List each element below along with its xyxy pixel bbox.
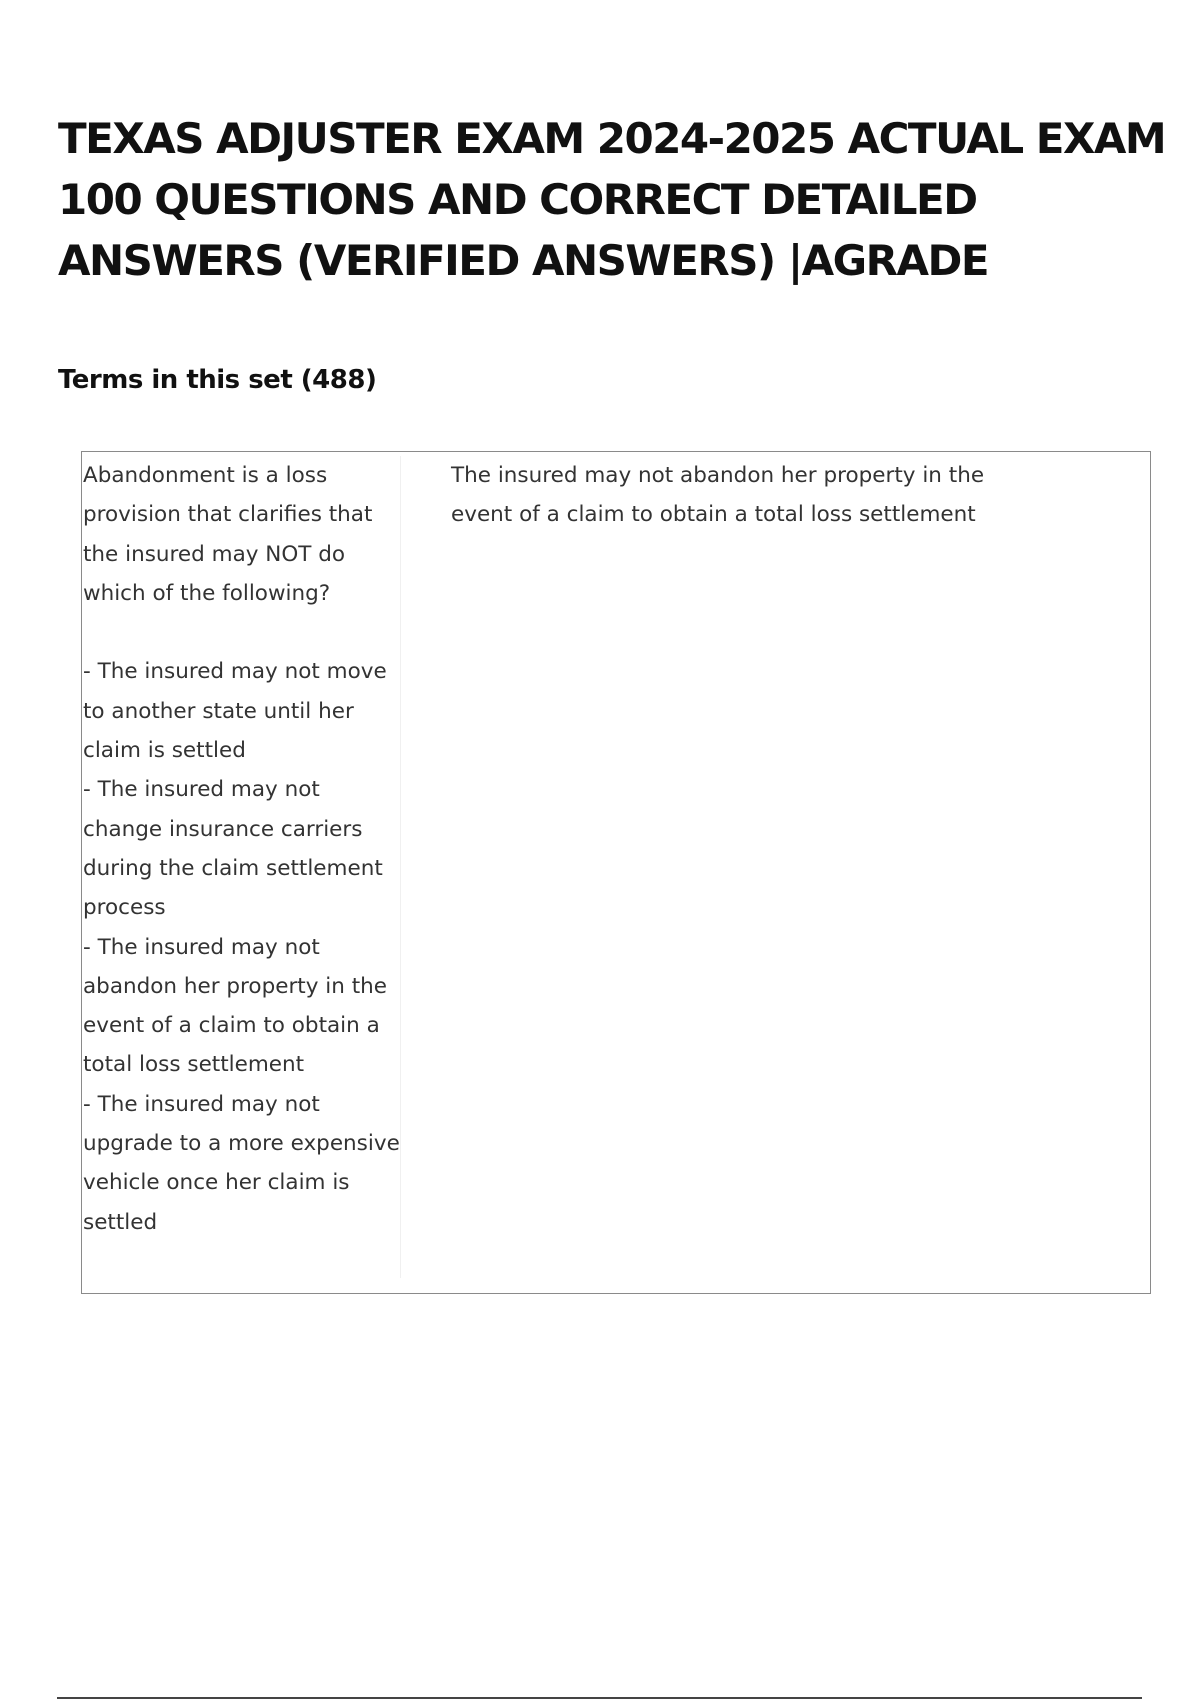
flashcard — [81, 451, 1151, 1294]
terms-count-heading: Terms in this set (488) — [58, 365, 377, 395]
footer-divider — [57, 1697, 1142, 1699]
card-definition: The insured may not abandon her property in the event of a claim to obtain a total loss settlement — [451, 463, 985, 528]
card-term: Abandonment is a loss provision that clarifies that the insured may NOT do which of the following? - The insured may not move to another state until her claim is settled - The insured may not change insurance carriers during the claim settlement process - The insured may not abandon her property in the event of a claim to obtain a total loss settlement - The insured may not upgrade to a more expensive vehicle once her claim is settled — [83, 456, 401, 1278]
document-title: TEXAS ADJUSTER EXAM 2024-2025 ACTUAL EXAM 100 QUESTIONS AND CORRECT DETAILED ANSWERS (VERIFIED ANSWERS) |AGRADE — [58, 114, 1166, 285]
